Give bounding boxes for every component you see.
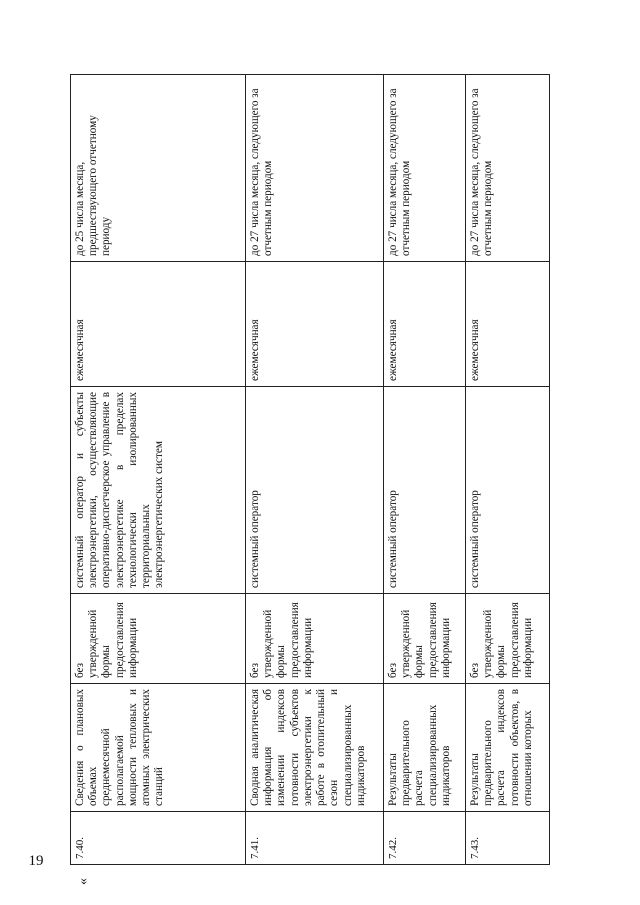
form-type: без утвержденной формы предоставления информации bbox=[246, 594, 384, 684]
deadline: до 27 числа месяца, следующего за отчетным периодом bbox=[466, 75, 550, 262]
frequency: ежемесячная bbox=[466, 262, 550, 387]
row-number: 7.41. bbox=[246, 812, 384, 865]
responsible-party: системный оператор bbox=[466, 387, 550, 594]
rotated-page-content bbox=[28, 75, 550, 885]
table-row bbox=[71, 75, 246, 865]
deadline: до 27 числа месяца, следующего за отчетным периодом bbox=[384, 75, 466, 262]
form-type: без утвержденной формы предоставления информации bbox=[384, 594, 466, 684]
table-row bbox=[246, 75, 384, 865]
table-row bbox=[384, 75, 466, 865]
page-number: 19 bbox=[28, 852, 44, 869]
row-number: 7.42. bbox=[384, 812, 466, 865]
frequency: ежемесячная bbox=[246, 262, 384, 387]
form-type: без утвержденной формы предоставления информации bbox=[71, 594, 246, 684]
opening-quote-mark: « bbox=[76, 878, 91, 885]
deadline: до 25 числа месяца, предшествующего отчетному периоду bbox=[71, 75, 246, 262]
information-name: Сводная аналитическая информация об изменении индексов готовности субъектов электроэнергетики к работе в отопительный сезон и специализированных индикаторов bbox=[246, 684, 384, 812]
information-name: Результаты предварительного расчета индексов готовности объектов, в отношении которых bbox=[466, 684, 550, 812]
frequency: ежемесячная bbox=[71, 262, 246, 387]
frequency: ежемесячная bbox=[384, 262, 466, 387]
row-number: 7.40. bbox=[71, 812, 246, 865]
table-row bbox=[466, 75, 550, 865]
deadline: до 27 числа месяца, следующего за отчетным периодом bbox=[246, 75, 384, 262]
information-name: Сведения о плановых объемах среднемесячной располагаемой мощности тепловых и атомных электрических станций bbox=[71, 684, 246, 812]
responsible-party: системный оператор bbox=[246, 387, 384, 594]
information-table bbox=[70, 74, 550, 865]
information-name: Результаты предварительного расчета специализированных индикаторов bbox=[384, 684, 466, 812]
responsible-party: системный оператор и субъекты электроэнергетики, осуществляющие оперативно-диспетчерское управление в электроэнергетике в пределах технологически изолированных территориальных электроэнергетических систем bbox=[71, 387, 246, 594]
form-type: без утвержденной формы предоставления информации bbox=[466, 594, 550, 684]
responsible-party: системный оператор bbox=[384, 387, 466, 594]
row-number: 7.43. bbox=[466, 812, 550, 865]
